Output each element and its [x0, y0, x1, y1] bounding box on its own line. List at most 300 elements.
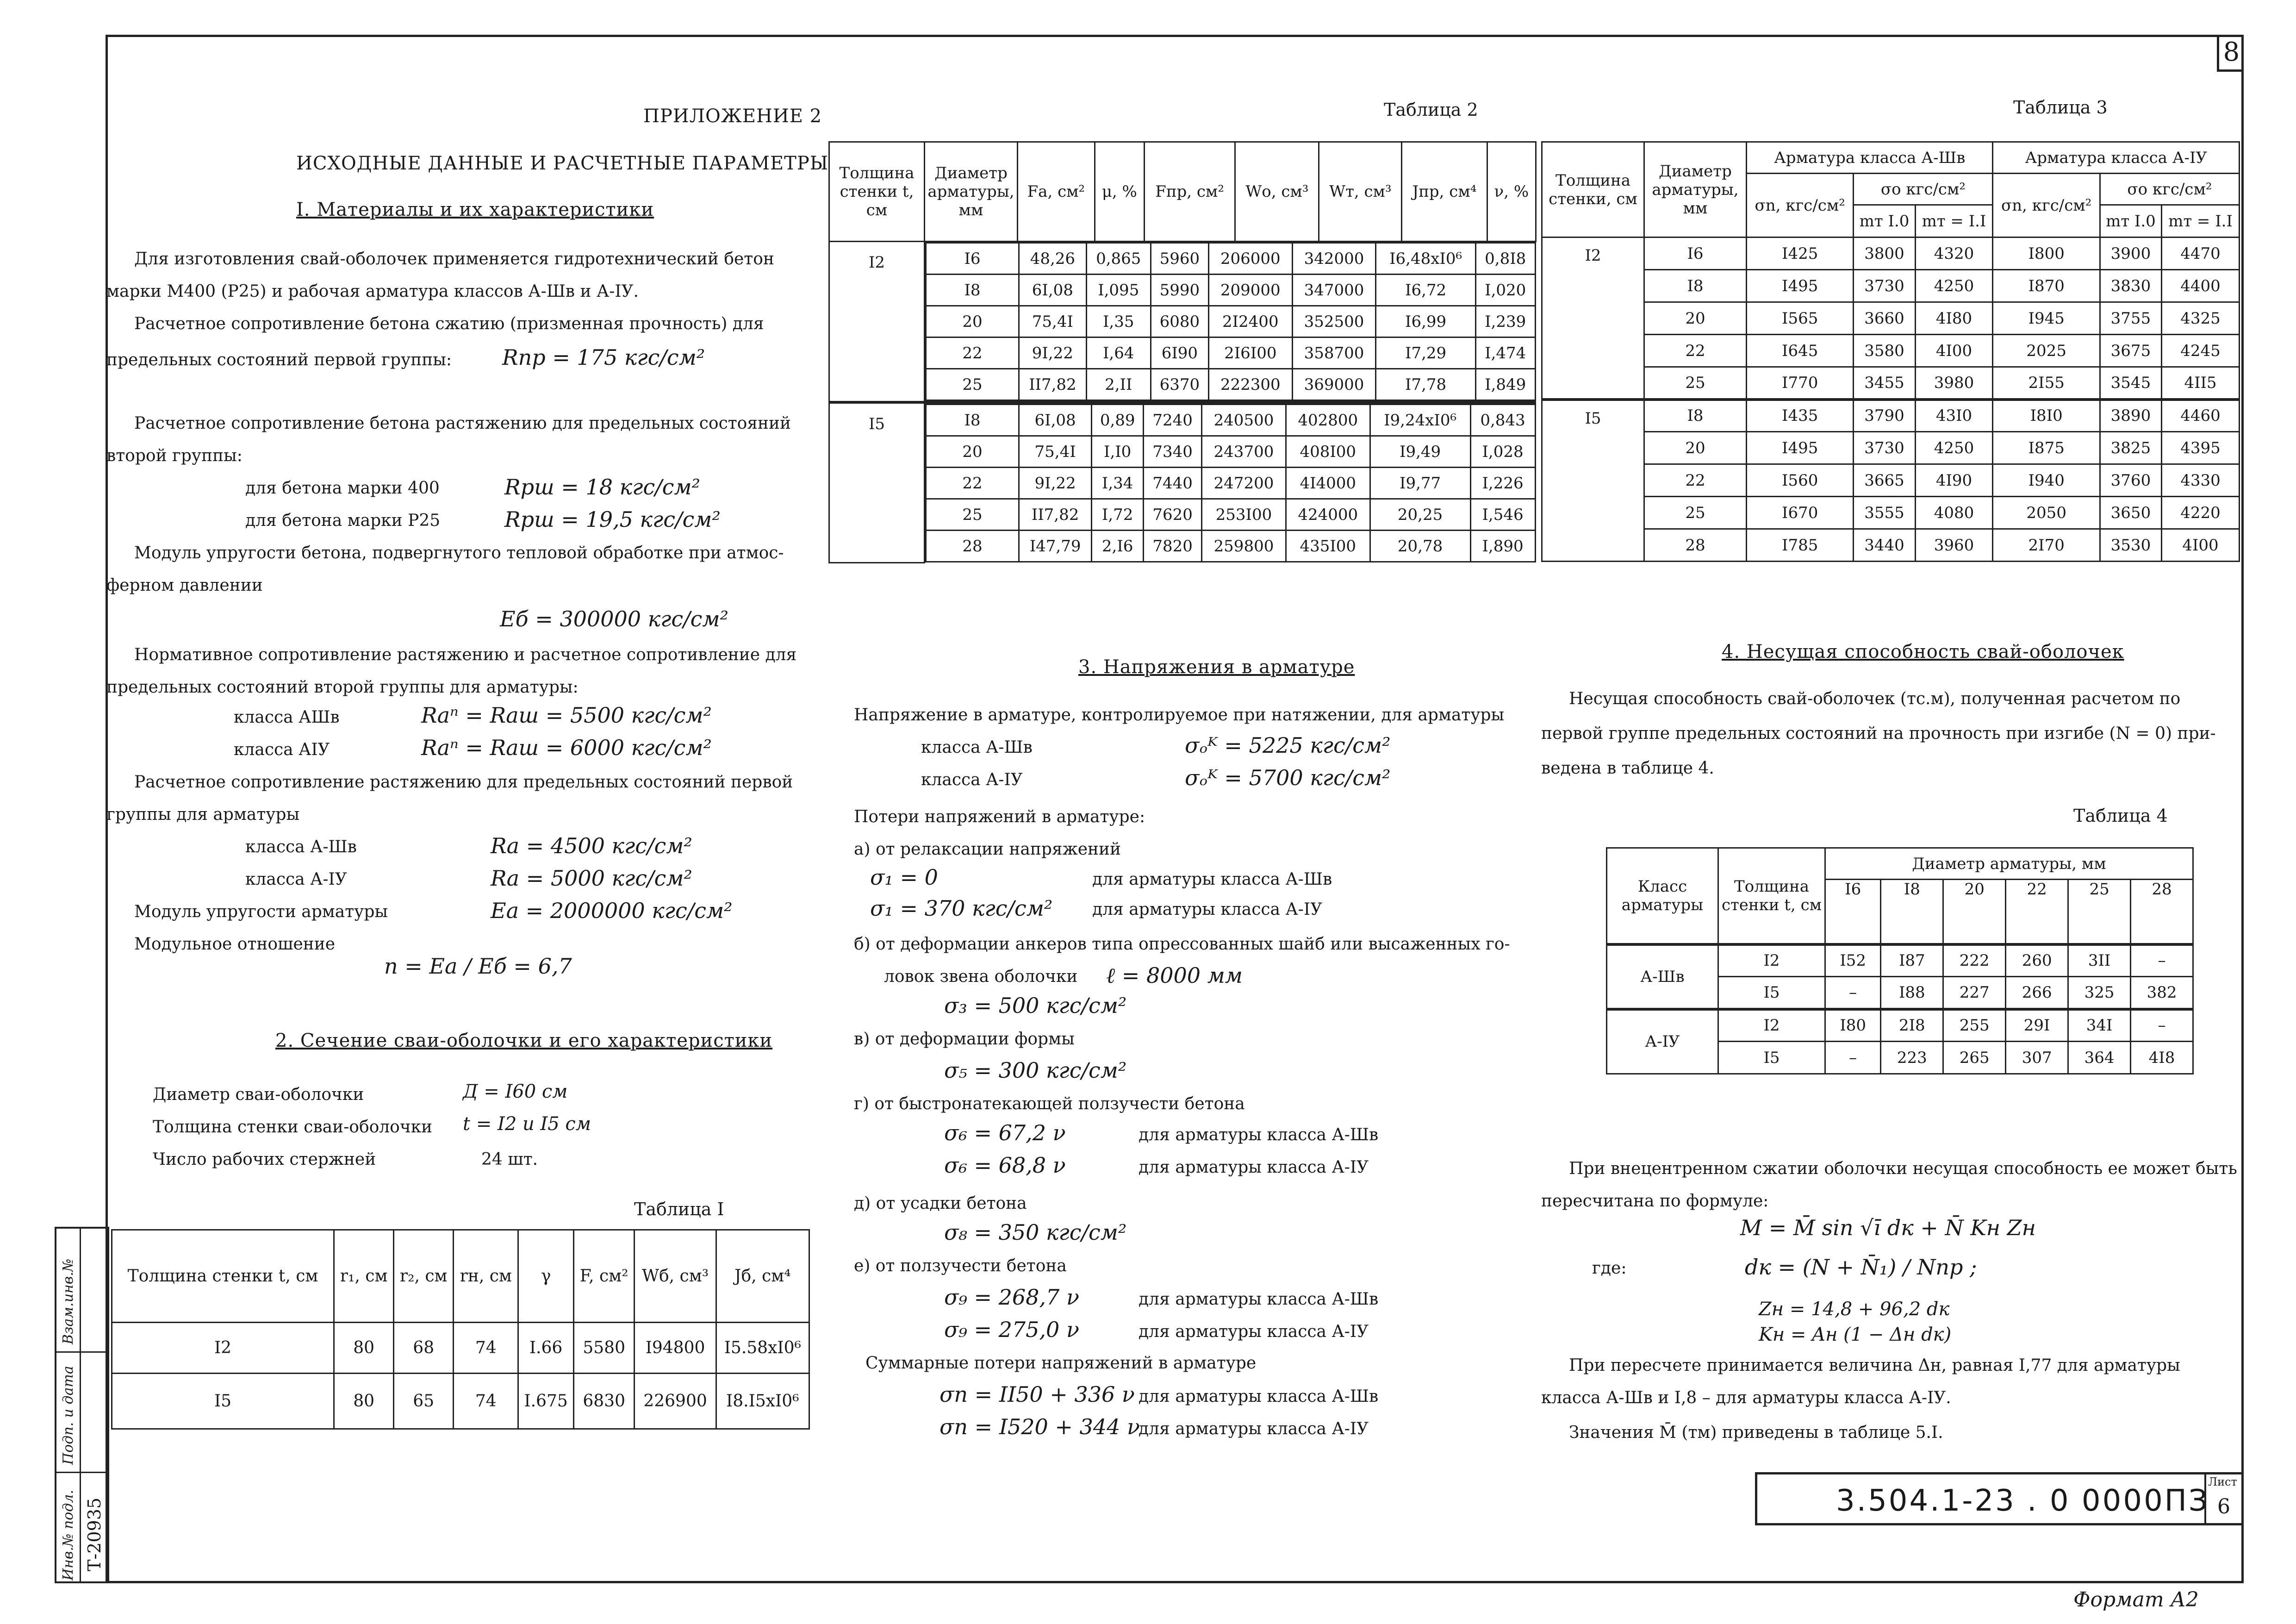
formula-sn-a3: σп = II50 + 336 ν	[940, 1382, 1135, 1407]
s1-text: класса АШв	[234, 708, 340, 727]
s3-text: в) от деформации формы	[854, 1030, 1075, 1049]
t2-cell: I8	[926, 405, 1019, 436]
sign-date-label: Подп. и дата	[60, 1366, 76, 1465]
appendix-label: ПРИЛОЖЕНИЕ 2	[643, 106, 822, 127]
t2-cell: 369000	[1292, 369, 1376, 400]
t2-cell: 206000	[1208, 243, 1292, 275]
t3-header: σо кгс/см²	[1854, 174, 1993, 205]
t4-cell: 325	[2068, 977, 2131, 1009]
t2-cell: 2,I6	[1092, 531, 1144, 562]
t2-cell: 243700	[1202, 436, 1286, 468]
t3-cell: 2I55	[1993, 367, 2100, 400]
s3-text: Напряжение в арматуре, контролируемое при натяжении, для арматуры	[854, 706, 1505, 725]
formula-s1-a3: σ₁ = 0	[870, 865, 938, 890]
t2-cell: 347000	[1292, 275, 1376, 306]
page-number: 8	[2217, 35, 2244, 72]
t3-cell: 4325	[2162, 302, 2240, 335]
t4-cell: 29I	[2006, 1009, 2068, 1042]
t2-cell: 20	[926, 436, 1019, 468]
t3-cell: 3800	[1854, 237, 1915, 270]
t4-cell: –	[1825, 977, 1881, 1009]
s1-text: предельных состояний первой группы:	[106, 350, 452, 369]
t2-cell: I,226	[1470, 468, 1535, 499]
t2-cell: I7,29	[1376, 337, 1476, 369]
t2-cell: I6,48xI0⁶	[1376, 243, 1476, 275]
t3-cell: 3755	[2100, 302, 2161, 335]
t4-cell: 266	[2006, 977, 2068, 1009]
t3-cell: 3825	[2100, 432, 2161, 464]
t2-cell: I6,72	[1376, 275, 1476, 306]
t2-cell: 352500	[1292, 306, 1376, 337]
t2-cell: I,890	[1470, 531, 1535, 562]
t2-cell: 9I,22	[1019, 468, 1092, 499]
t3-header: mт = I.I	[1915, 205, 1993, 237]
replace-inv-label: Взам.инв.№	[60, 1258, 76, 1344]
t3-cell: I785	[1747, 529, 1854, 562]
t3-cell: 3545	[2100, 367, 2161, 400]
t4-cell: –	[2131, 944, 2193, 977]
t1-header: Jб, см⁴	[716, 1230, 809, 1323]
s1-text: группы для арматуры	[106, 805, 300, 824]
formula-rra4: Rа = 5000 кгс/см²	[491, 866, 692, 891]
t2-cell: 253I00	[1202, 499, 1286, 531]
t3-header: Толщина стенки, см	[1542, 142, 1644, 237]
t4-cell: I2	[1718, 944, 1825, 977]
t2-cell: 435I00	[1286, 531, 1370, 562]
t2-cell: 6I,08	[1019, 405, 1092, 436]
t3-cell: 25	[1644, 497, 1747, 529]
t4-cell: 4I8	[2131, 1042, 2193, 1074]
t3-cell: 2I70	[1993, 529, 2100, 562]
t2-header: ν, %	[1487, 142, 1536, 242]
t3-cell: 25	[1644, 367, 1747, 400]
t2-cell: 7340	[1144, 436, 1202, 468]
t3-cell: 4I00	[2162, 529, 2240, 562]
t4-cell: –	[1825, 1042, 1881, 1074]
t4-cell: 265	[1943, 1042, 2006, 1074]
t2-cell: 7240	[1144, 405, 1202, 436]
t1-header: γ	[518, 1230, 574, 1323]
t3-header: σо кгс/см²	[2100, 174, 2239, 205]
t1-cell: 5580	[573, 1323, 635, 1374]
t3-cell: 22	[1644, 335, 1747, 367]
t2-cell: I6,99	[1376, 306, 1476, 337]
t1-cell: 6830	[573, 1374, 635, 1429]
t2-cell: 75,4I	[1019, 436, 1092, 468]
t4-diam: I6	[1825, 880, 1881, 944]
t3-cell: I495	[1747, 432, 1854, 464]
formula-s9-a4: σ₉ = 275,0 ν	[944, 1317, 1079, 1342]
t1-cell: 74	[454, 1374, 518, 1429]
t4-cell: –	[2131, 1009, 2193, 1042]
s2-text: Диаметр сваи-оболочки	[153, 1085, 364, 1104]
t2-cell: 2I2400	[1208, 306, 1292, 337]
s3-text: для арматуры класса А-IУ	[1139, 1419, 1369, 1438]
s1-text: предельных состояний второй группы для арматуры:	[106, 678, 579, 697]
t1-cell: 226900	[635, 1374, 716, 1429]
formula-ra4: Rаⁿ = Rаш = 6000 кгс/см²	[421, 735, 712, 760]
t4-cell: 223	[1881, 1042, 1943, 1074]
t4-diam: 28	[2131, 880, 2193, 944]
t1-cell: I.66	[518, 1323, 574, 1374]
t2-cell: 2I6I00	[1208, 337, 1292, 369]
formula-s1-a4: σ₁ = 370 кгс/см²	[870, 896, 1053, 921]
t2-cell: 28	[926, 531, 1019, 562]
t2-cell: 247200	[1202, 468, 1286, 499]
t3-header: mт I.0	[1854, 205, 1915, 237]
t2-group-12	[925, 242, 1536, 401]
t2-cell: 9I,22	[1019, 337, 1087, 369]
s1-text: класса А-IУ	[245, 870, 347, 889]
t2-cell: 20,25	[1370, 499, 1470, 531]
t3-cell: 4250	[1915, 270, 1993, 302]
t2-cell: 240500	[1202, 405, 1286, 436]
t3-cell: 3580	[1854, 335, 1915, 367]
formula-s8: σ₈ = 350 кгс/см²	[944, 1220, 1127, 1245]
s3-text: класса А-Шв	[921, 738, 1033, 757]
s3-text: для арматуры класса А-Шв	[1139, 1125, 1379, 1144]
s3-text: для арматуры класса А-Шв	[1139, 1290, 1379, 1309]
t4-diam: 22	[2006, 880, 2068, 944]
t3-cell: 4080	[1915, 497, 1993, 529]
table-2	[828, 141, 1537, 563]
t1-header: r₂, см	[394, 1230, 454, 1323]
t3-thickness: I5	[1542, 400, 1644, 562]
t1-header: Толщина стенки t, см	[112, 1230, 334, 1323]
t2-cell: 424000	[1286, 499, 1370, 531]
t2-cell: 2,II	[1086, 369, 1151, 400]
s4-text: класса А-Шв и I,8 – для арматуры класса А-IУ.	[1541, 1388, 1951, 1407]
t2-cell: 20,78	[1370, 531, 1470, 562]
t3-header: Арматура класса А-IУ	[1993, 142, 2240, 174]
t3-cell: 4460	[2162, 400, 2240, 432]
sheet-cell	[2204, 1474, 2241, 1523]
t3-cell: I940	[1993, 464, 2100, 497]
s4-text: Значения M̄ (тм) приведены в таблице 5.I.	[1569, 1423, 1943, 1442]
table-4-caption: Таблица 4	[2073, 806, 2168, 826]
t2-cell: 259800	[1202, 531, 1286, 562]
t1-header: r₁, см	[334, 1230, 394, 1323]
s1-text: Нормативное сопротивление растяжению и расчетное сопротивление для	[134, 645, 797, 664]
t3-cell: 3730	[1854, 270, 1915, 302]
t3-cell: 2025	[1993, 335, 2100, 367]
section-3-title: 3. Напряжения в арматуре	[1078, 656, 1355, 678]
t2-cell: 6080	[1151, 306, 1208, 337]
t4-class: А-Шв	[1607, 944, 1718, 1009]
table-1-caption: Таблица I	[634, 1199, 724, 1219]
s2-value: Д = I60 см	[463, 1081, 568, 1102]
t4-cell: 382	[2131, 977, 2193, 1009]
s4-text: Несущая способность свай-оболочек (тс.м), полученная расчетом по	[1569, 689, 2181, 708]
t4-cell: I5	[1718, 977, 1825, 1009]
t3-cell: 3650	[2100, 497, 2161, 529]
t3-header: mт I.0	[2100, 205, 2161, 237]
s3-text: класса А-IУ	[921, 770, 1023, 789]
formula-zn: Zн = 14,8 + 96,2 dк	[1759, 1299, 1950, 1320]
t1-cell: I94800	[635, 1323, 716, 1374]
s3-text: Потери напряжений в арматуре:	[854, 807, 1145, 826]
s1-text: ферном давлении	[106, 576, 263, 595]
t1-header: Wб, см³	[635, 1230, 716, 1323]
s3-text: б) от деформации анкеров типа опрессованных шайб или высаженных го-	[854, 935, 1510, 954]
t3-header: σn, кгс/см²	[1993, 174, 2100, 237]
t3-cell: 3730	[1854, 432, 1915, 464]
t2-thickness: I5	[829, 402, 925, 562]
formula-eb: Eб = 300000 кгс/см²	[500, 606, 728, 631]
t2-cell: 408I00	[1286, 436, 1370, 468]
s1-text: марки М400 (Р25) и рабочая арматура классов А-Шв и А-IУ.	[106, 282, 639, 301]
t2-cell: I,72	[1092, 499, 1144, 531]
t2-cell: 0,8I8	[1475, 243, 1535, 275]
t2-cell: I,64	[1086, 337, 1151, 369]
t2-cell: I,849	[1475, 369, 1535, 400]
t2-cell: 0,865	[1086, 243, 1151, 275]
s1-text: для бетона марки 400	[245, 479, 440, 498]
t3-cell: I945	[1993, 302, 2100, 335]
s4-text: При пересчете принимается величина Δн, равная I,77 для арматуры	[1569, 1356, 2180, 1375]
table-2-caption: Таблица 2	[1384, 100, 1478, 120]
formula-n: n = Eа / Eб = 6,7	[384, 954, 572, 979]
s1-text: второй группы:	[106, 446, 243, 465]
t3-cell: 4245	[2162, 335, 2240, 367]
t4-cell: 34I	[2068, 1009, 2131, 1042]
t4-cell: 2I8	[1881, 1009, 1943, 1042]
t2-cell: I,34	[1092, 468, 1144, 499]
t2-cell: 5990	[1151, 275, 1208, 306]
s1-text: Расчетное сопротивление растяжению для предельных состояний первой	[134, 773, 793, 792]
t4-cell: 260	[2006, 944, 2068, 977]
formula-kn: Kн = Aн (1 − Δн dк)	[1759, 1324, 1952, 1345]
t3-cell: 3675	[2100, 335, 2161, 367]
t4-cell: 3II	[2068, 944, 2131, 977]
t2-cell: 6370	[1151, 369, 1208, 400]
section-4-title: 4. Несущая способность свай-оболочек	[1722, 641, 2124, 662]
t2-thickness: I2	[829, 242, 925, 403]
t2-cell: 4I4000	[1286, 468, 1370, 499]
t3-cell: 3900	[2100, 237, 2161, 270]
s3-text: ловок звена оболочки	[884, 967, 1078, 986]
t2-cell: 75,4I	[1019, 306, 1087, 337]
t1-cell: 80	[334, 1374, 394, 1429]
s1-text: Расчетное сопротивление бетона сжатию (призменная прочность) для	[134, 314, 764, 333]
t3-cell: 43I0	[1915, 400, 1993, 432]
s2-text: Число рабочих стержней	[153, 1150, 376, 1169]
formula-sn-a4: σп = I520 + 344 ν	[940, 1414, 1140, 1439]
t3-cell: 20	[1644, 432, 1747, 464]
t2-cell: I,474	[1475, 337, 1535, 369]
format-label: Формат А2	[2073, 1588, 2199, 1612]
t2-header: Fа, см²	[1018, 142, 1095, 242]
t3-cell: 4330	[2162, 464, 2240, 497]
t1-header: rн, см	[454, 1230, 518, 1323]
title-stamp	[1755, 1472, 2244, 1525]
t3-cell: I645	[1747, 335, 1854, 367]
t4-diam: I8	[1881, 880, 1943, 944]
t3-cell: I6	[1644, 237, 1747, 270]
s3-text: для арматуры класса А-IУ	[1139, 1158, 1369, 1177]
table-3	[1541, 141, 2240, 562]
s3-text: Суммарные потери напряжений в арматуре	[865, 1354, 1257, 1373]
t2-cell: I,35	[1086, 306, 1151, 337]
t3-header: σn, кгс/см²	[1747, 174, 1854, 237]
t3-cell: I8	[1644, 400, 1747, 432]
formula-s5: σ₅ = 300 кгс/см²	[944, 1058, 1127, 1083]
t3-cell: I8	[1644, 270, 1747, 302]
t3-header: Арматура класса А-Шв	[1747, 142, 1993, 174]
formula-s0-a4: σₒᴷ = 5700 кгс/см²	[1185, 765, 1391, 790]
sheet-label: Лист	[2208, 1475, 2237, 1488]
t2-group-15	[925, 404, 1536, 562]
inv-number: Т-20935	[84, 1497, 105, 1571]
t3-header: mт = I.I	[2162, 205, 2240, 237]
t3-cell: 3760	[2100, 464, 2161, 497]
t2-cell: I,546	[1470, 499, 1535, 531]
t3-cell: 4I80	[1915, 302, 1993, 335]
t4-cell: I5	[1718, 1042, 1825, 1074]
s1-text: Модуль упругости бетона, подвергнутого тепловой обработке при атмос-	[134, 543, 784, 562]
t2-cell: 7820	[1144, 531, 1202, 562]
t1-cell: I2	[112, 1323, 334, 1374]
t2-cell: I,095	[1086, 275, 1151, 306]
t1-cell: I.675	[518, 1374, 574, 1429]
t4-header: Толщина стенки t, см	[1718, 848, 1825, 944]
document-code: 3.504.1-23 . 0 0000ПЗ	[1836, 1484, 2209, 1518]
s3-text: для арматуры класса А-Шв	[1139, 1387, 1379, 1406]
s3-text: а) от релаксации напряжений	[854, 840, 1121, 859]
t4-cell: 364	[2068, 1042, 2131, 1074]
s3-text: д) от усадки бетона	[854, 1194, 1027, 1213]
t1-cell: 80	[334, 1323, 394, 1374]
table-3-caption: Таблица 3	[2013, 97, 2108, 118]
table-4	[1606, 847, 2194, 1074]
t2-cell: 358700	[1292, 337, 1376, 369]
t3-cell: 20	[1644, 302, 1747, 335]
t2-cell: I9,24xI0⁶	[1370, 405, 1470, 436]
t1-cell: I8.I5xI0⁶	[716, 1374, 809, 1429]
t4-diam: 20	[1943, 880, 2006, 944]
s2-value: 24 шт.	[481, 1150, 538, 1169]
t2-cell: I8	[926, 275, 1019, 306]
t3-cell: 3665	[1854, 464, 1915, 497]
t2-cell: II7,82	[1019, 499, 1092, 531]
t2-cell: I,I0	[1092, 436, 1144, 468]
s4-text: При внецентренном сжатии оболочки несущая способность ее может быть	[1569, 1159, 2237, 1178]
t2-header: μ, %	[1095, 142, 1144, 242]
t3-cell: 3960	[1915, 529, 1993, 562]
sheet-number: 6	[2217, 1495, 2230, 1518]
s4-text: пересчитана по формуле:	[1541, 1192, 1769, 1211]
t2-cell: I,239	[1475, 306, 1535, 337]
t3-cell: 3455	[1854, 367, 1915, 400]
t3-cell: 3530	[2100, 529, 2161, 562]
formula-s0-a3: σₒᴷ = 5225 кгс/см²	[1185, 733, 1391, 758]
s4-text: ведена в таблице 4.	[1541, 759, 1714, 778]
t3-cell: I425	[1747, 237, 1854, 270]
t3-cell: I8I0	[1993, 400, 2100, 432]
t2-cell: I9,49	[1370, 436, 1470, 468]
t2-cell: 6I90	[1151, 337, 1208, 369]
formula-m: M = M̄ sin √ī dк + N̄ Kн Zн	[1740, 1215, 2036, 1240]
t2-cell: 402800	[1286, 405, 1370, 436]
t1-cell: I5.58xI0⁶	[716, 1323, 809, 1374]
t3-cell: I565	[1747, 302, 1854, 335]
t3-cell: 3790	[1854, 400, 1915, 432]
t3-cell: 3440	[1854, 529, 1915, 562]
t3-cell: 28	[1644, 529, 1747, 562]
t4-header: Диаметр арматуры, мм	[1825, 848, 2193, 880]
t2-cell: I7,78	[1376, 369, 1476, 400]
t1-cell: 74	[454, 1323, 518, 1374]
t3-cell: I770	[1747, 367, 1854, 400]
s1-text: Модульное отношение	[134, 935, 336, 954]
t4-diam: 25	[2068, 880, 2131, 944]
t2-header: Толщина стенки t, см	[829, 142, 925, 242]
t2-cell: I6	[926, 243, 1019, 275]
t1-cell: 68	[394, 1323, 454, 1374]
t3-cell: I870	[1993, 270, 2100, 302]
inv-label: Инв.№ подл.	[60, 1490, 76, 1580]
t2-cell: 0,843	[1470, 405, 1535, 436]
t2-cell: 25	[926, 369, 1019, 400]
t3-cell: 4I00	[1915, 335, 1993, 367]
t2-cell: 25	[926, 499, 1019, 531]
formula-ea: Eа = 2000000 кгс/см²	[491, 898, 733, 923]
t2-cell: 6I,08	[1019, 275, 1087, 306]
t3-cell: 3890	[2100, 400, 2161, 432]
t4-cell: I2	[1718, 1009, 1825, 1042]
t3-cell: 3980	[1915, 367, 1993, 400]
t3-cell: 4320	[1915, 237, 1993, 270]
t4-header: Класс арматуры	[1607, 848, 1718, 944]
t3-cell: 4I90	[1915, 464, 1993, 497]
t4-cell: I52	[1825, 944, 1881, 977]
t2-header: Диаметр арматуры, мм	[925, 142, 1018, 242]
t2-cell: I,020	[1475, 275, 1535, 306]
t3-cell: 3555	[1854, 497, 1915, 529]
t2-header: Wт, см³	[1319, 142, 1402, 242]
t3-header: Диаметр арматуры, мм	[1644, 142, 1747, 237]
table-1	[111, 1229, 810, 1430]
s1-text: класса А-Шв	[245, 837, 357, 856]
s1-text: Для изготовления свай-оболочек применяется гидротехнический бетон	[134, 250, 774, 269]
t2-cell: II7,82	[1019, 369, 1087, 400]
t2-cell: I,028	[1470, 436, 1535, 468]
t3-cell: 4400	[2162, 270, 2240, 302]
t3-cell: 3830	[2100, 270, 2161, 302]
main-title: ИСХОДНЫЕ ДАННЫЕ И РАСЧЕТНЫЕ ПАРАМЕТРЫ	[296, 153, 829, 174]
t2-cell: 22	[926, 468, 1019, 499]
t3-thickness: I2	[1542, 237, 1644, 400]
formula-s6-a3: σ₆ = 67,2 ν	[944, 1120, 1066, 1145]
t4-class: А-IУ	[1607, 1009, 1718, 1074]
t2-cell: 222300	[1208, 369, 1292, 400]
s1-text: для бетона марки Р25	[245, 511, 441, 530]
formula-rpp25: Rрш = 19,5 кгс/см²	[504, 507, 721, 532]
s4-text: первой группе предельных состояний на прочность при изгибе (N = 0) при-	[1541, 724, 2216, 743]
s3-text: для арматуры класса А-IУ	[1092, 900, 1323, 919]
formula-s3: σ₃ = 500 кгс/см²	[944, 993, 1127, 1018]
formula-dk: dк = (N + N̄₁) / Nпр ;	[1745, 1255, 1977, 1280]
t3-cell: 2050	[1993, 497, 2100, 529]
t4-cell: I80	[1825, 1009, 1881, 1042]
t2-cell: 22	[926, 337, 1019, 369]
t3-cell: 4250	[1915, 432, 1993, 464]
t3-cell: I875	[1993, 432, 2100, 464]
t4-cell: 222	[1943, 944, 2006, 977]
t4-cell: 227	[1943, 977, 2006, 1009]
section-1-title: I. Материалы и их характеристики	[296, 199, 654, 220]
s3-text: е) от ползучести бетона	[854, 1256, 1067, 1275]
